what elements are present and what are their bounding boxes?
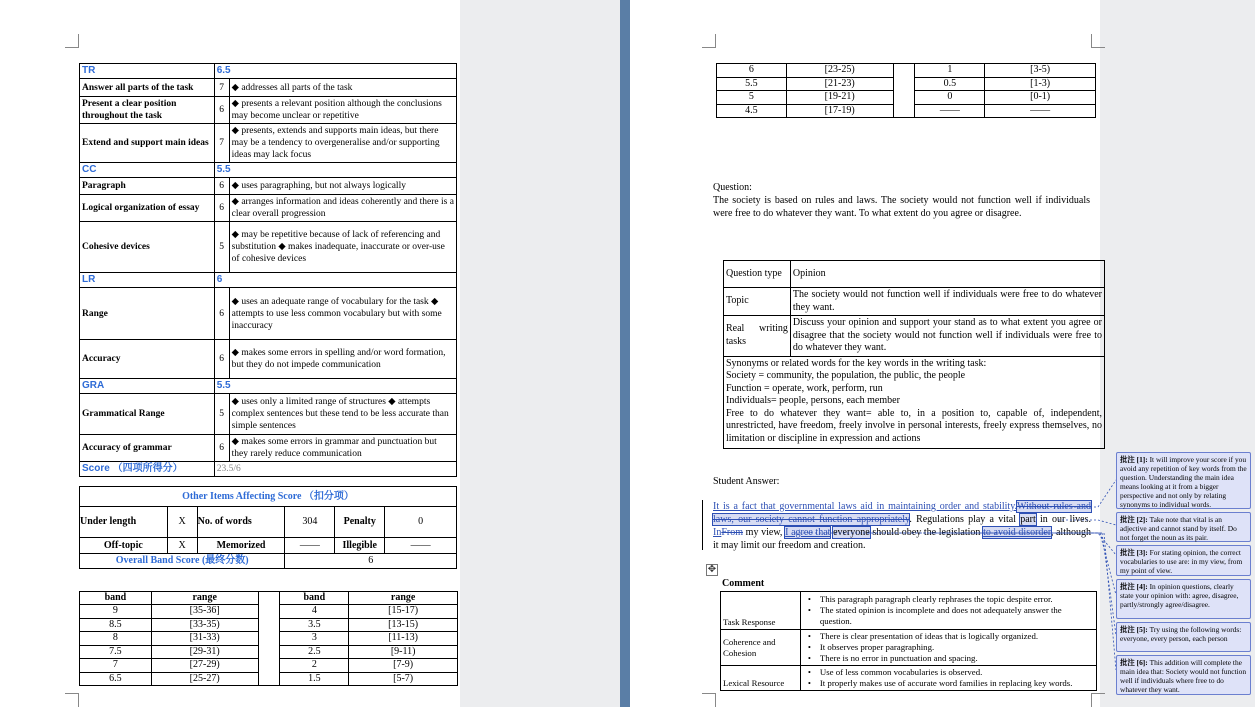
no-of-words-label: No. of words (197, 507, 285, 538)
question-type-label: Question type (724, 261, 791, 288)
comment-balloon[interactable] (1116, 545, 1251, 576)
criterion-label: Paragraph (80, 178, 215, 195)
criterion-band: 6 (214, 195, 229, 222)
range-cell: [11-13) (349, 632, 458, 646)
topic-label: Topic (724, 288, 791, 316)
comment-balloon[interactable] (1116, 579, 1251, 619)
comment-item: • It observes proper paragraphing. (803, 642, 1094, 653)
comment-item: • This paragraph paragraph clearly rephrases the topic despite error. (803, 594, 1094, 605)
comment-text: It will improve your score if you avoid any repetition of key words from the question. Understanding the main idea means looking at it from a bigger perspective and not only by relating synonyms to individual words. (1120, 455, 1247, 509)
range-cell: [0-1) (985, 91, 1096, 105)
score-value: 23.5/6 (214, 462, 456, 477)
comment-row-label: Lexical Resource (721, 666, 801, 691)
comment-item: • It properly makes use of accurate word families in replacing key words. (803, 678, 1094, 689)
deleted-text[interactable]: From (721, 527, 744, 538)
criterion-band: 6 (214, 435, 229, 462)
range-cell: [33-35) (151, 618, 258, 632)
synonyms-cell (724, 356, 1105, 449)
comment-balloon[interactable] (1116, 622, 1251, 652)
inserted-text[interactable]: In (713, 527, 722, 538)
crop-mark (1091, 693, 1105, 707)
band-cell: 2 (280, 659, 349, 673)
range-cell: [7-9) (349, 659, 458, 673)
comment-balloon[interactable] (1116, 655, 1251, 695)
student-answer-label: Student Answer: (713, 476, 780, 487)
band-cell: 8.5 (80, 618, 152, 632)
spacer-cell (893, 64, 915, 118)
range-cell: [15-17) (349, 605, 458, 619)
range-cell: [27-29) (151, 659, 258, 673)
question-block[interactable] (713, 181, 1090, 220)
question-text: The society is based on rules and laws. The society would not function well if individuals were free to do whatever they want. To what extent do you agree or disagree. (713, 195, 1090, 219)
band-cell: —— (915, 104, 985, 118)
criterion-label: Accuracy (80, 340, 215, 379)
band-header: band (280, 592, 349, 605)
overall-value: 6 (285, 554, 457, 569)
question-analysis-table (723, 260, 1105, 449)
comment-row-label: Task Response (721, 592, 801, 630)
range-cell: [35-36] (151, 605, 258, 619)
crop-mark (1091, 34, 1105, 48)
criterion-desc: ◆ presents, extends and supports main ideas, but there may be a tendency to overgeneralise and/or supporting ideas may lack focus (229, 124, 456, 163)
criterion-label: Grammatical Range (80, 394, 215, 435)
range-header: range (349, 592, 458, 605)
comment-text: This addition will complete the main idea that: Society would not function well if individuals where free to do whatever they want. (1120, 658, 1247, 694)
other-items-table (79, 486, 457, 569)
comment-title: Comment (722, 578, 765, 589)
table-move-handle-icon[interactable]: ✥ (707, 564, 717, 575)
comment-row-label: Coherence and Cohesion (721, 630, 801, 666)
writing-task-value: Discuss your opinion and support your stand as to what extent you agree or disagree that the society would not function well if individuals were free to do whatever they want. (790, 316, 1104, 357)
gra-label: GRA (80, 379, 215, 394)
off-topic-mark: X (167, 538, 197, 554)
topic-value: The society would not function well if individuals were free to do whatever they want. (790, 288, 1104, 316)
gra-score: 5.5 (214, 379, 456, 394)
range-cell: [17-19) (786, 104, 893, 118)
student-answer-text[interactable] (713, 500, 1091, 552)
range-cell: [19-21) (786, 91, 893, 105)
band-cell: 6 (717, 64, 787, 78)
question-label: Question: (713, 182, 752, 193)
range-cell: [9-11) (349, 645, 458, 659)
under-length-mark: X (167, 507, 197, 538)
tr-label: TR (80, 64, 215, 79)
band-cell: 9 (80, 605, 152, 619)
criterion-desc: ◆ arranges information and ideas coherently and there is a clear overall progression (229, 195, 456, 222)
band-table-left (79, 591, 458, 686)
band-cell: 3.5 (280, 618, 349, 632)
criterion-desc: ◆ uses paragraphing, but not always logically (229, 178, 456, 195)
band-header: band (80, 592, 152, 605)
comment-text: In opinion questions, clearly state your opinion with: agree, disagree, partly/strongly agree/disagree. (1120, 582, 1239, 609)
criterion-band: 6 (214, 340, 229, 379)
comment-row-items (800, 592, 1096, 630)
criterion-desc: ◆ addresses all parts of the task (229, 79, 456, 97)
memorized-label: Memorized (197, 538, 285, 554)
crop-mark (65, 34, 79, 48)
criterion-label: Extend and support main ideas (80, 124, 215, 163)
answer-text: should obey the legislation (869, 527, 984, 538)
band-cell: 1 (915, 64, 985, 78)
cc-label: CC (80, 163, 215, 178)
synonym-line: Function = operate, work, perform, run (726, 382, 883, 394)
comment-row-items (800, 630, 1096, 666)
criterion-label: Range (80, 288, 215, 340)
off-topic-label: Off-topic (80, 538, 168, 554)
band-cell: 2.5 (280, 645, 349, 659)
penalty-value: 0 (385, 507, 457, 538)
comment-tag: 批注 [4]: (1120, 582, 1148, 591)
under-length-label: Under length (80, 507, 168, 538)
comment-balloon[interactable] (1116, 512, 1251, 542)
band-cell: 0 (915, 91, 985, 105)
synonym-line: Individuals= people, persons, each member (726, 395, 900, 406)
comment-anchor-everyone[interactable]: everyone (833, 527, 870, 538)
comment-tag: 批注 [2]: (1120, 515, 1148, 524)
criterion-label: Present a clear position throughout the task (80, 97, 215, 124)
range-header: range (151, 592, 258, 605)
inserted-text[interactable]: I agree that (785, 527, 831, 538)
comment-item: • The stated opinion is incomplete and does not adequately answer the question. (803, 605, 1094, 627)
comment-tag: 批注 [3]: (1120, 548, 1148, 557)
band-cell: 5 (717, 91, 787, 105)
comment-anchor-part[interactable]: part (1020, 514, 1036, 525)
synonyms-title: Synonyms or related words for the key words in the writing task: (726, 357, 987, 369)
range-cell: [3-5) (985, 64, 1096, 78)
band-cell: 4.5 (717, 104, 787, 118)
illegible-label: Illegible (335, 538, 385, 554)
comment-item: • There is no error in punctuation and spacing. (803, 653, 1094, 664)
answer-text: in our lives. (1035, 514, 1091, 525)
criterion-label: Logical organization of essay (80, 195, 215, 222)
criterion-desc: ◆ uses only a limited range of structures ◆ attempts complex sentences but these tend to be less accurate than simple sentences (229, 394, 456, 435)
crop-mark (702, 693, 716, 707)
criterion-band: 5 (214, 222, 229, 273)
band-cell: 0.5 (915, 77, 985, 91)
comment-item: • Use of less common vocabularies is observed. (803, 667, 1094, 678)
memorized-value: —— (285, 538, 335, 554)
overall-label: Overall Band Score (最终分数) (80, 554, 285, 569)
range-cell: [13-15) (349, 618, 458, 632)
criterion-band: 5 (214, 394, 229, 435)
comment-text: Try using the following words: everyone, every person, each person (1120, 625, 1242, 643)
band-cell: 3 (280, 632, 349, 646)
criterion-desc: ◆ uses an adequate range of vocabulary for the task ◆ attempts to use less common vocabulary but with some inaccuracy (229, 288, 456, 340)
band-cell: 7.5 (80, 645, 152, 659)
comment-text: Take note that vital is an adjective and cannot stand by itself. Do not forget the noun as its pair. (1120, 515, 1237, 542)
tr-score: 6.5 (214, 64, 456, 79)
inserted-text[interactable]: It is a fact that governmental laws aid in maintaining order and stability. (713, 501, 1018, 512)
criterion-band: 7 (214, 79, 229, 97)
penalty-label: Penalty (335, 507, 385, 538)
criterion-desc: ◆ may be repetitive because of lack of referencing and substitution ◆ makes inadequate, inaccurate or over-use of cohesive devices (229, 222, 456, 273)
synonym-line: Free to do whatever they want= able to, in a position to, capable of, independent, unrestricted, have freedom, freely involve in personal interests, freely express themselves, no limitation or discipline in expression and actions (726, 407, 1102, 444)
comment-tag: 批注 [1]: (1120, 455, 1148, 464)
score-label: Score （四项所得分） (80, 462, 215, 477)
band-cell: 4 (280, 605, 349, 619)
range-cell: [29-31) (151, 645, 258, 659)
comment-item: • There is clear presentation of ideas that is logically organized. (803, 631, 1094, 642)
lr-label: LR (80, 273, 215, 288)
inserted-text[interactable]: to avoid disorder (983, 527, 1051, 538)
criterion-label: Answer all parts of the task (80, 79, 215, 97)
range-cell: [31-33) (151, 632, 258, 646)
band-cell: 7 (80, 659, 152, 673)
range-cell: [25-27) (151, 672, 258, 686)
range-cell: [21-23) (786, 77, 893, 91)
criterion-band: 6 (214, 178, 229, 195)
words-value: 304 (285, 507, 335, 538)
criterion-label: Cohesive devices (80, 222, 215, 273)
range-cell: —— (985, 104, 1096, 118)
comment-row-items (800, 666, 1096, 691)
band-cell: 5.5 (717, 77, 787, 91)
band-cell: 8 (80, 632, 152, 646)
left-page-margin (460, 0, 620, 707)
comment-tag: 批注 [5]: (1120, 625, 1148, 634)
criterion-band: 6 (214, 288, 229, 340)
deleted-text[interactable]: Without rules and laws, our society cannot function appropriately (713, 501, 1091, 525)
crop-mark (65, 693, 79, 707)
range-cell: [23-25) (786, 64, 893, 78)
cc-score: 5.5 (214, 163, 456, 178)
comment-tag: 批注 [6]: (1120, 658, 1148, 667)
comment-balloon[interactable] (1116, 452, 1251, 509)
other-items-label: Other Items Affecting Score （扣分项） (80, 487, 457, 507)
crop-mark (702, 34, 716, 48)
criterion-label: Accuracy of grammar (80, 435, 215, 462)
writing-task-label: Real writing tasks (724, 316, 791, 357)
spacer-cell (258, 592, 280, 686)
band-table-right (716, 63, 1096, 118)
lr-score: 6 (214, 273, 456, 288)
comment-text: For stating opinion, the correct vocabularies to use are: in my view, from my point of view. (1120, 548, 1243, 575)
band-cell: 1.5 (280, 672, 349, 686)
criterion-desc: ◆ presents a relevant position although the conclusions may become unclear or repetitive (229, 97, 456, 124)
change-bar (702, 500, 703, 550)
criterion-desc: ◆ makes some errors in spelling and/or word formation, but they do not impede communication (229, 340, 456, 379)
illegible-value: —— (385, 538, 457, 554)
criterion-band: 7 (214, 124, 229, 163)
synonym-line: Society = community, the population, the public, the people (726, 370, 966, 381)
answer-text: , although it may limit our freedom and creation. (713, 527, 1091, 551)
page-divider (620, 0, 630, 707)
band-cell: 6.5 (80, 672, 152, 686)
answer-text: . Regulations play a vital (909, 514, 1021, 525)
criterion-desc: ◆ makes some errors in grammar and punctuation but they rarely reduce communication (229, 435, 456, 462)
range-cell: [1-3) (985, 77, 1096, 91)
criterion-band: 6 (214, 97, 229, 124)
range-cell: [5-7) (349, 672, 458, 686)
answer-text: my view, (743, 527, 786, 538)
question-type-value: Opinion (790, 261, 1104, 288)
score-table (79, 63, 457, 477)
comment-table (720, 591, 1097, 691)
